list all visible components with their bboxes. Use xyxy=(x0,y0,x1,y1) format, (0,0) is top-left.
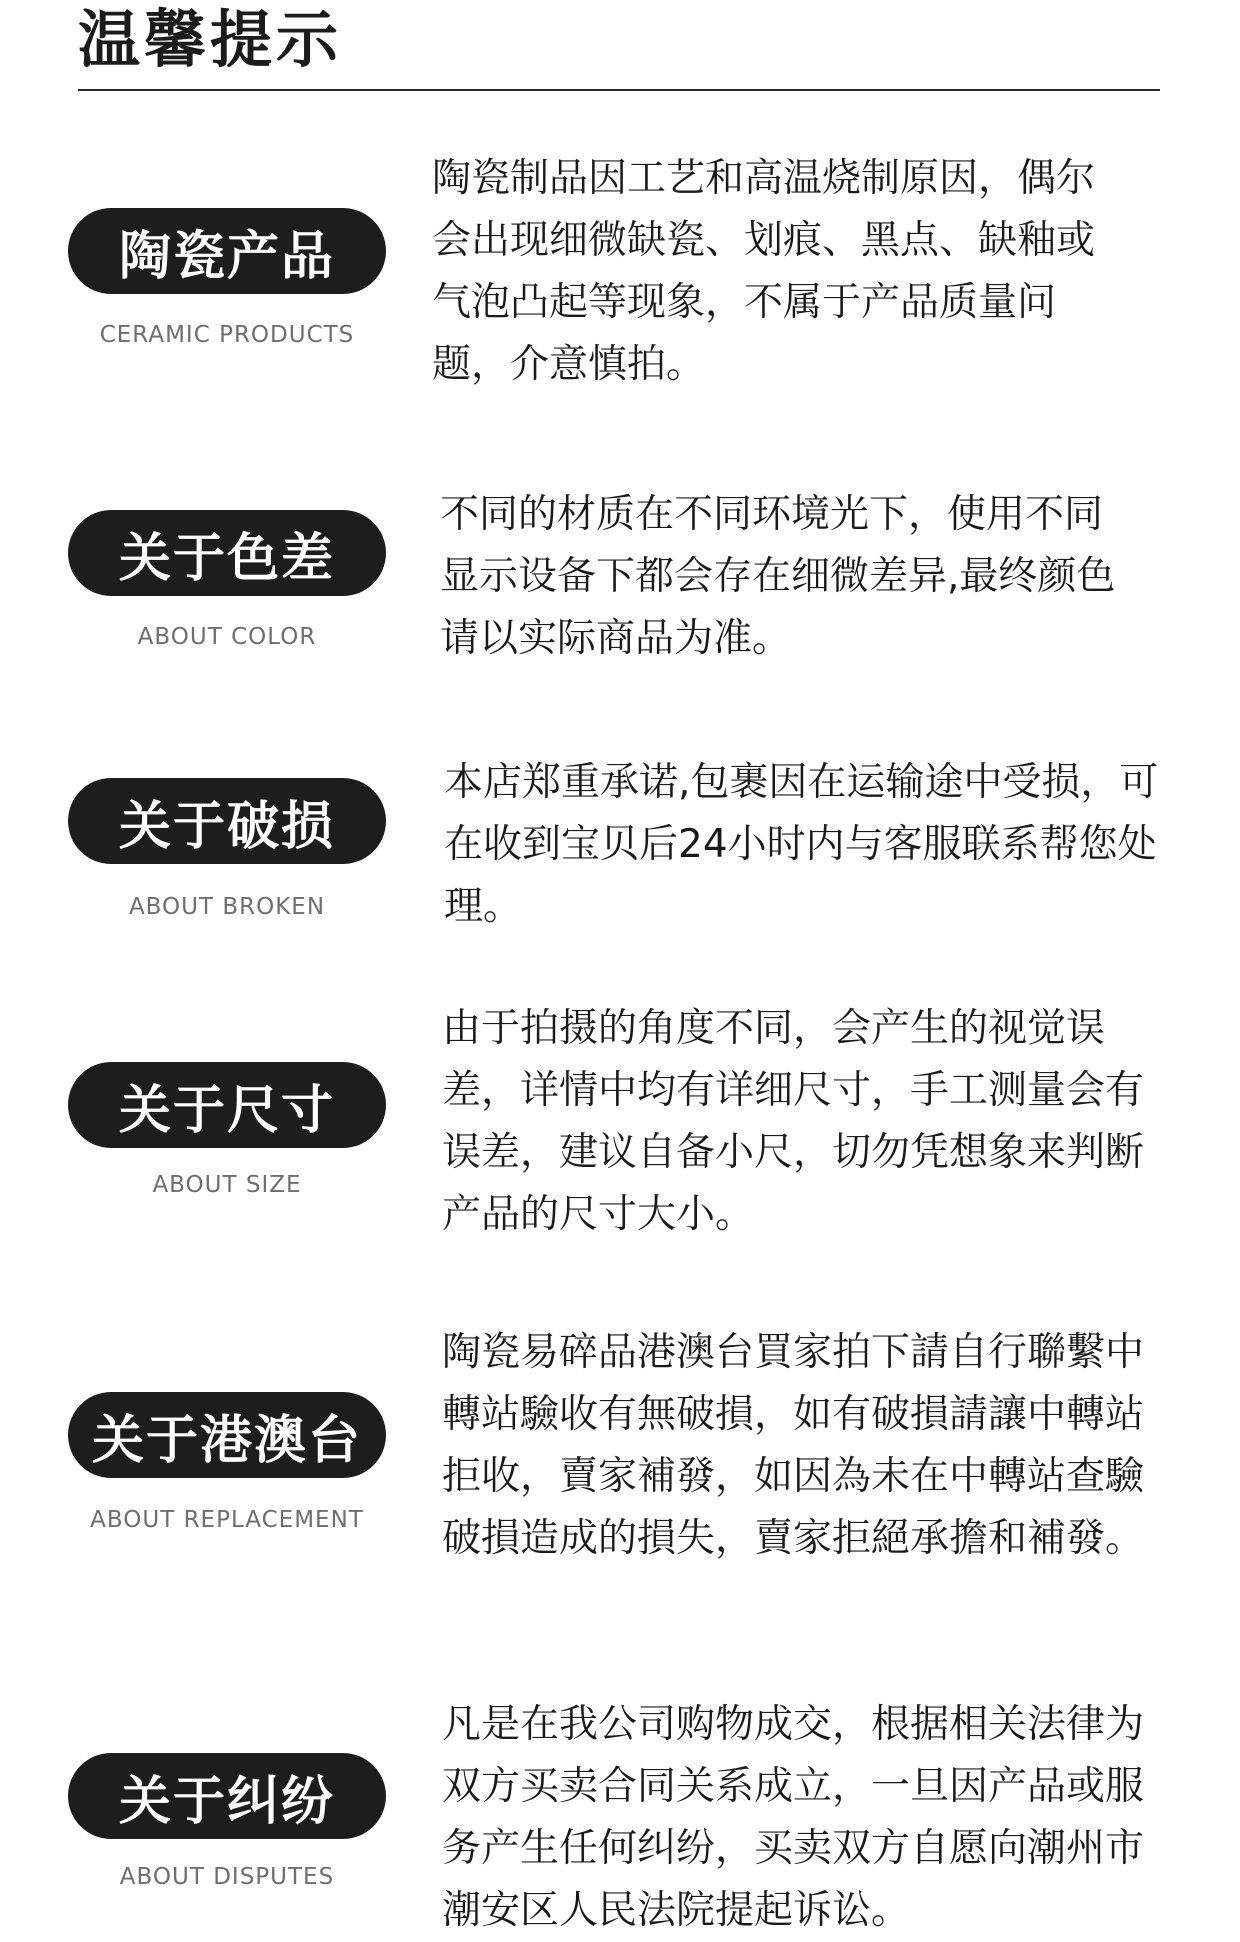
section-description: 不同的材质在不同环境光下，使用不同显示设备下都会存在细微差异,最终颜色请以实际商品为准。 xyxy=(440,492,1116,661)
page-title: 温馨提示 xyxy=(78,3,343,76)
section-subtitle: ABOUT COLOR xyxy=(137,624,317,650)
title-divider xyxy=(78,89,1160,91)
section-description: 陶瓷制品因工艺和高温烧制原因，偶尔会出现细微缺瓷、划痕、黑点、缺釉或气泡凸起等现象，不属于产品质量问题，介意慎拍。 xyxy=(432,156,1096,387)
section-description: 本店郑重承诺,包裹因在运输途中受损，可在收到宝贝后24小时内与客服联系帮您处理。 xyxy=(444,760,1159,929)
section-label-pill: 关于色差 xyxy=(68,510,386,596)
section-subtitle: CERAMIC PRODUCTS xyxy=(99,322,355,348)
section-description: 凡是在我公司购物成交，根据相关法律为双方买卖合同关系成立，一旦因产品或服务产生任何纠纷，买卖双方自愿向潮州市潮安区人民法院提起诉讼。 xyxy=(442,1702,1145,1933)
section-subtitle: ABOUT SIZE xyxy=(152,1172,302,1198)
section-label-pill: 关于纠纷 xyxy=(68,1753,386,1839)
section-description: 由于拍摄的角度不同，会产生的视觉误差，详情中均有详细尺寸，手工测量会有误差，建议自备小尺，切勿凭想象来判断产品的尺寸大小。 xyxy=(442,1006,1145,1237)
section-label-pill: 关于破损 xyxy=(68,778,386,864)
section-subtitle: ABOUT REPLACEMENT xyxy=(90,1507,364,1533)
section-subtitle: ABOUT BROKEN xyxy=(128,894,326,920)
section-subtitle: ABOUT DISPUTES xyxy=(119,1864,335,1890)
section-label-pill: 关于尺寸 xyxy=(68,1062,386,1148)
section-description: 陶瓷易碎品港澳台買家拍下請自行聯繫中轉站驗收有無破損，如有破損請讓中轉站拒收，賣家補發，如因為未在中轉站查驗破損造成的損失，賣家拒絕承擔和補發。 xyxy=(442,1330,1145,1561)
section-label-pill: 关于港澳台 xyxy=(68,1392,386,1478)
section-label-pill: 陶瓷产品 xyxy=(68,208,386,294)
